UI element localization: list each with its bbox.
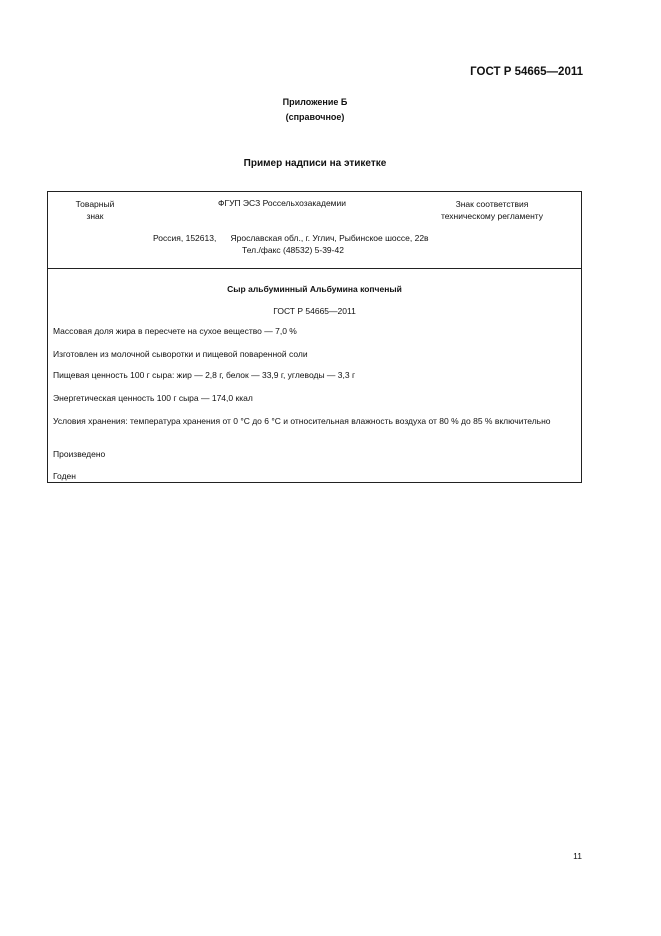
label-header-section [48,192,581,269]
conformity-line-2: техническому регламенту [440,211,544,221]
label-line-nutrition: Пищевая ценность 100 г сыра: жир — 2,8 г, белок — 33,9 г, углеводы — 3,3 г [53,370,356,380]
document-standard-code: ГОСТ Р 54665—2011 [470,66,583,78]
page-number: 11 [573,851,582,861]
product-standard: ГОСТ Р 54665—2011 [273,306,356,316]
trademark-placeholder [64,198,126,222]
label-line-storage: Условия хранения: температура хранения от 0 °С до 6 °С и относительная влажность воздуха от 80 % до 85 % включительно [53,416,551,426]
label-example-box [47,191,582,483]
appendix-heading [0,95,630,125]
trademark-line-1: Товарный [75,199,115,209]
appendix-title: Приложение Б [282,97,348,107]
label-line-ingredients: Изготовлен из молочной сыворотки и пищевой поваренной соли [53,349,308,359]
section-title: Пример надписи на этикетке [243,158,387,169]
producer-phone: Тел./факс (48532) 5-39-42 [242,245,344,255]
label-line-energy: Энергетическая ценность 100 г сыра — 174,0 ккал [53,393,253,403]
label-line-best-before: Годен [53,471,76,481]
producer-address: Россия, 152613, Ярославская обл., г. Углич, Рыбинское шоссе, 22в [153,233,429,243]
label-line-fat: Массовая доля жира в пересчете на сухое вещество — 7,0 % [53,326,297,336]
product-name: Сыр альбуминный Альбумина копченый [227,284,402,294]
label-line-produced: Произведено [53,449,106,459]
trademark-line-2: знак [86,211,104,221]
conformity-line-1: Знак соответствия [455,199,529,209]
producer-name: ФГУП ЭСЗ Россельхозакадемии [218,198,347,208]
label-product-section [48,269,581,482]
conformity-mark-placeholder [412,198,572,222]
appendix-subtitle: (справочное) [285,112,345,122]
